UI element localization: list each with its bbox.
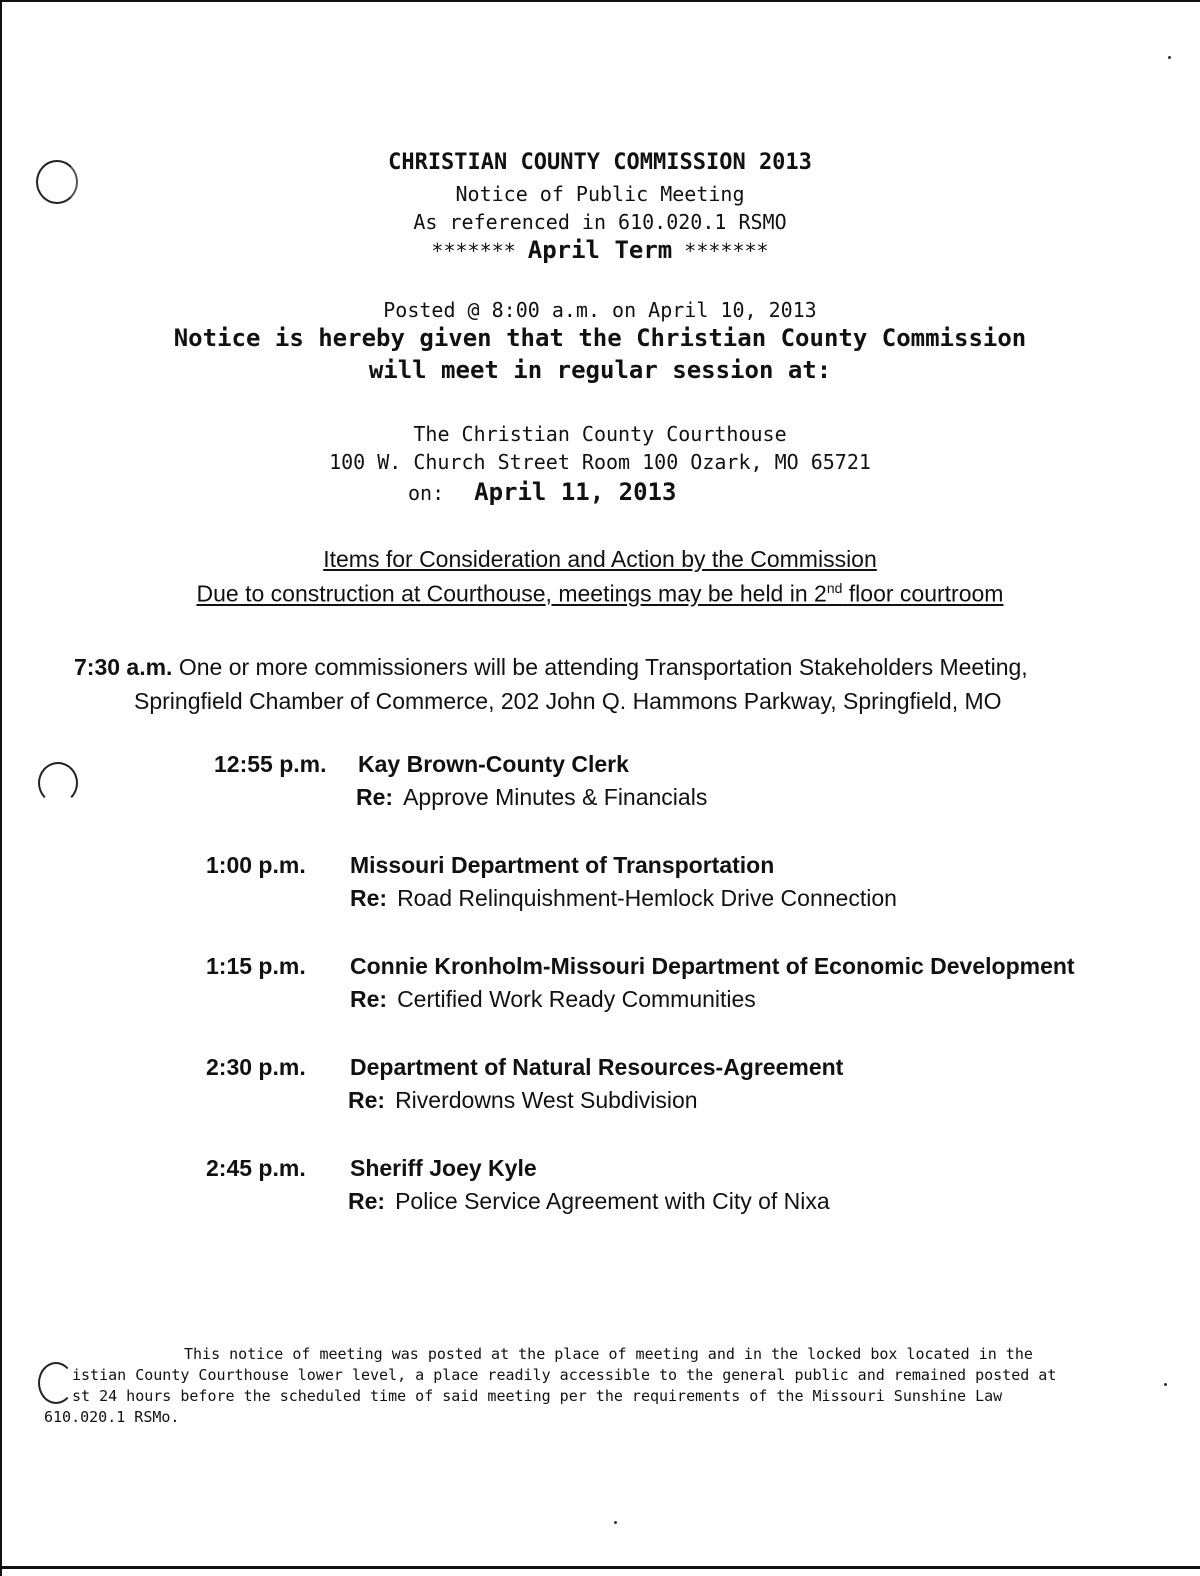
- punch-hole-icon: [38, 762, 78, 804]
- agenda-presenter: Sheriff Joey Kyle: [350, 1155, 537, 1181]
- agenda-time: 1:00 p.m.: [206, 852, 306, 878]
- intro-line-2: Springfield Chamber of Commerce, 202 John Q. Hammons Parkway, Springfield, MO: [134, 688, 1002, 714]
- agenda-subject: Re: Certified Work Ready Communities: [350, 986, 756, 1012]
- scan-border-top: [0, 0, 1200, 2]
- agenda-time: 2:45 p.m.: [206, 1155, 306, 1181]
- intro-line-1: One or more commissioners will be attending Transportation Stakeholders Meeting,: [178, 654, 1028, 680]
- agenda-presenter: Department of Natural Resources-Agreement: [350, 1054, 844, 1080]
- agenda-presenter: Connie Kronholm-Missouri Department of Economic Development: [350, 953, 1075, 979]
- agenda-time: 2:30 p.m.: [206, 1054, 306, 1080]
- speck: [614, 1521, 617, 1524]
- term-line: [0, 236, 1200, 264]
- speck: [1168, 56, 1171, 59]
- items-heading: Items for Consideration and Action by the Commission: [323, 546, 877, 572]
- on-label: on:: [408, 481, 445, 505]
- meeting-address: 100 W. Church Street Room 100 Ozark, MO 65721: [329, 450, 871, 474]
- speck: [1164, 1383, 1167, 1386]
- posted-line: Posted @ 8:00 a.m. on April 10, 2013: [383, 298, 817, 322]
- construction-note: Due to construction at Courthouse, meetings may be held in 2nd floor courtroom: [196, 580, 1004, 607]
- footer-line-3: st 24 hours before the scheduled time of said meeting per the requirements of the Missouri Sunshine Law: [72, 1387, 1003, 1405]
- posting-certification: [44, 1344, 1154, 1428]
- agenda-presenter: Missouri Department of Transportation: [350, 852, 775, 878]
- meeting-building: The Christian County Courthouse: [413, 422, 787, 446]
- intro-time: 7:30 a.m.: [74, 654, 173, 680]
- term-stars-left: *******: [431, 239, 516, 263]
- agenda-time: 12:55 p.m.: [214, 751, 327, 777]
- agenda-presenter: Kay Brown-County Clerk: [358, 751, 629, 777]
- agenda-time: 1:15 p.m.: [206, 953, 306, 979]
- intro-paragraph: [74, 650, 1174, 718]
- term-name: April Term: [527, 236, 673, 264]
- agenda-subject: Re: Road Relinquishment-Hemlock Drive Connection: [350, 885, 897, 911]
- notice-line-2: will meet in regular session at:: [368, 356, 832, 384]
- agenda-subject: Re: Police Service Agreement with City of Nixa: [348, 1188, 830, 1214]
- statute-reference: As referenced in 610.020.1 RSMO: [413, 210, 787, 234]
- document-subtitle: Notice of Public Meeting: [455, 182, 745, 206]
- agenda-subject: Re: Riverdowns West Subdivision: [348, 1087, 698, 1113]
- meeting-date: April 11, 2013: [474, 478, 677, 506]
- footer-line-2: istian County Courthouse lower level, a place readily accessible to the general public and remained posted at: [72, 1366, 1057, 1384]
- agenda-subject: Re: Approve Minutes & Financials: [356, 784, 708, 810]
- term-stars-right: *******: [684, 239, 769, 263]
- document-title: CHRISTIAN COUNTY COMMISSION 2013: [388, 150, 812, 175]
- meeting-date-line: [408, 478, 676, 506]
- scan-border-bottom: [0, 1566, 1200, 1569]
- notice-line-1: Notice is hereby given that the Christian County Commission: [173, 324, 1027, 352]
- footer-line-1: This notice of meeting was posted at the place of meeting and in the locked box located in the: [184, 1345, 1033, 1363]
- footer-line-4: 610.020.1 RSMo.: [44, 1408, 180, 1426]
